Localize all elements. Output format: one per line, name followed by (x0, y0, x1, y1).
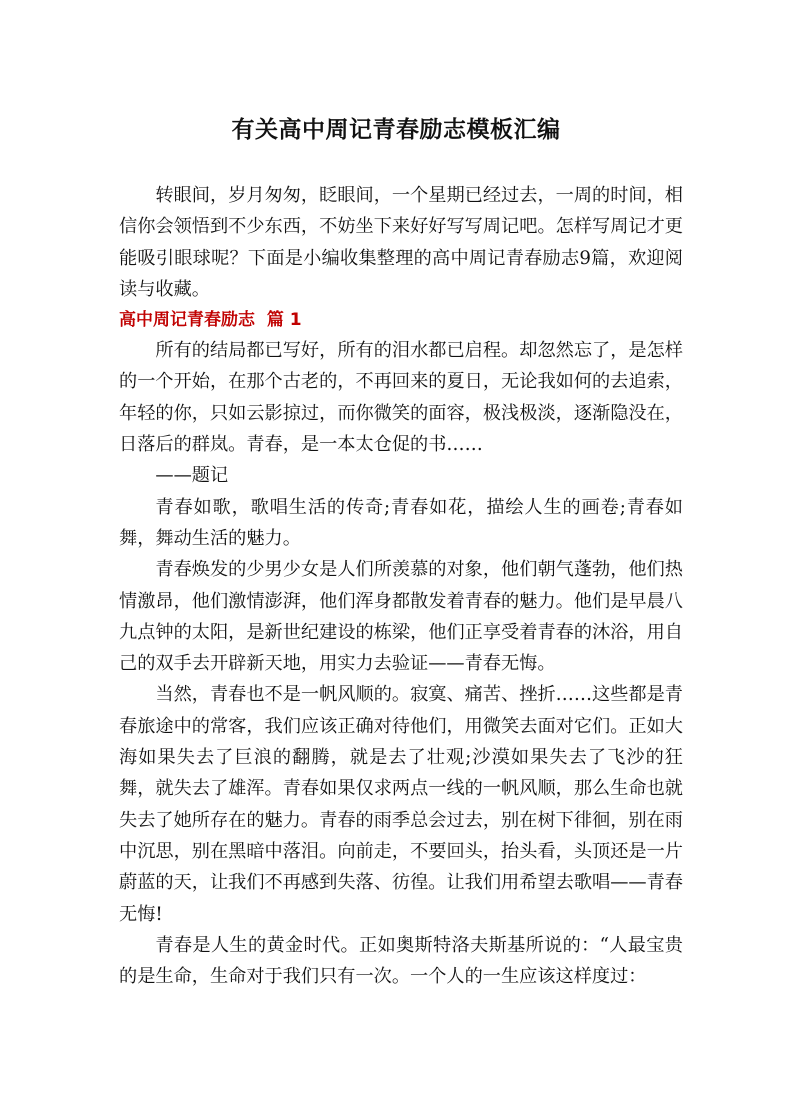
body-paragraph: 青春如歌，歌唱生活的传奇;青春如花，描绘人生的画卷;青春如舞，舞动生活的魅力。 (119, 496, 683, 549)
body-paragraph: 青春是人生的黄金时代。正如奥斯特洛夫斯基所说的：“人最宝贵的是生命，生命对于我们只有一次。一个人的一生应该这样度过： (119, 934, 683, 988)
epigraph-attribution: ——题记 (155, 465, 229, 487)
section-heading: 高中周记青春励志 篇 1 (119, 310, 302, 331)
intro-paragraph: 转眼间，岁月匆匆，眨眼间，一个星期已经过去，一周的时间，相信你会领悟到不少东西，不妨坐下来好好写写周记吧。怎样写周记才更能吸引眼球呢？下面是小编收集整理的高中周记青春励志9篇，欢迎阅读与收藏。 (119, 185, 683, 300)
body-paragraph: 青春焕发的少男少女是人们所羡慕的对象，他们朝气蓬勃，他们热情激昂，他们激情澎湃，他们浑身都散发着青春的魅力。他们是早晨八九点钟的太阳，是新世纪建设的栋梁，他们正享受着青春的沐浴，用自己的双手去开辟新天地，用实力去验证——青春无悔。 (119, 559, 683, 675)
body-paragraph: 当然，青春也不是一帆风顺的。寂寞、痛苦、挫折……这些都是青春旅途中的常客，我们应该正确对待他们，用微笑去面对它们。正如大海如果失去了巨浪的翻腾，就是去了壮观;沙漠如果失去了飞沙的狂舞，就失去了雄浑。青春如果仅求两点一线的一帆风顺，那么生命也就失去了她所存在的魅力。青春的雨季总会过去，别在树下徘徊，别在雨中沉思，别在黑暗中落泪。向前走，不要回头，抬头看，头顶还是一片蔚蓝的天，让我们不再感到失落、彷徨。让我们用希望去歌唱——青春无悔! (119, 684, 683, 925)
body-paragraph: 所有的结局都已写好，所有的泪水都已启程。却忽然忘了，是怎样的一个开始，在那个古老的，不再回来的夏日，无论我如何的去追索，年轻的你，只如云影掠过，而你微笑的面容，极浅极淡，逐渐隐没在，日落后的群岚。青春，是一本太仓促的书…… (119, 340, 683, 456)
document-title: 有关高中周记青春励志模板汇编 (231, 117, 561, 143)
document-body (119, 180, 683, 992)
